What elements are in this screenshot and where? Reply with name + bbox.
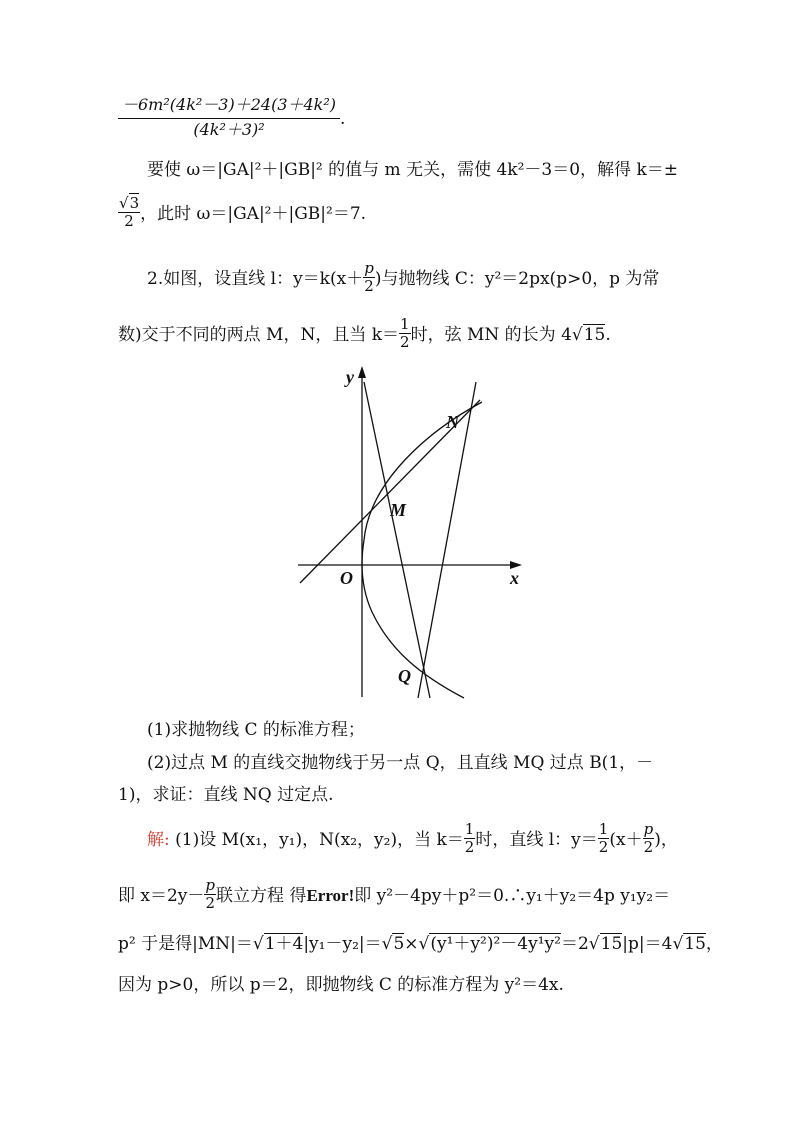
period: . bbox=[340, 109, 346, 129]
problem-line-1: 2.如图，设直线 l：y＝k(x＋ $\frac{p}{2}$ )与抛物线 C：y²＝2px(p>0，p 为常 bbox=[147, 259, 660, 295]
big-fraction-numerator: －6m²(4k²－3)＋24(3＋4k²) bbox=[118, 94, 340, 119]
part-1: (1)求抛物线 C 的标准方程； bbox=[147, 720, 365, 740]
point-n-label: N bbox=[446, 412, 459, 432]
line-mq bbox=[364, 382, 430, 698]
solution-label: 解: bbox=[147, 830, 170, 850]
sqrt3-over-2-fraction: $\frac{√3}{2}$ bbox=[119, 194, 140, 230]
solution-line-1: 解: (1)设 M(x₁，y₁)，N(x₂，y₂)，当 k＝ $\frac{1}{2}$ 时，直线 l：y＝ $\frac{1}{2}$ (x＋ $\frac{p}{2}$ )， bbox=[147, 820, 678, 856]
problem-line-2: 数)交于不同的两点 M，N，且当 k＝ $\frac{1}{2}$ 时，弦 MN 的长为 4√15. bbox=[118, 315, 611, 351]
part-2-line-1: (2)过点 M 的直线交抛物线于另一点 Q，且直线 MQ 过点 B(1，－ bbox=[147, 753, 654, 773]
intro-line-1: 要使 ω＝|GA|²＋|GB|² 的值与 m 无关，需使 4k²－3＝0，解得 k＝± bbox=[147, 160, 678, 180]
big-fraction-denominator: (4k²＋3)² bbox=[193, 120, 265, 139]
x-axis-label: x bbox=[510, 568, 519, 588]
y-axis-arrow bbox=[358, 366, 366, 378]
solution-line-4: 因为 p>0，所以 p＝2，即抛物线 C 的标准方程为 y²＝4x. bbox=[118, 975, 564, 995]
part-2-line-2: 1)，求证：直线 NQ 过定点. bbox=[118, 785, 334, 805]
y-axis-label: y bbox=[346, 367, 354, 387]
solution-line-3: p² 于是得|MN|＝√1＋4|y₁－y₂|＝√5×√(y¹＋y²)²－4y¹y²＝2√15|p|＝4√15， bbox=[118, 934, 723, 954]
problem-number: 2. bbox=[147, 269, 164, 289]
intro-line-2: $\frac{√3}{2}$ ，此时 ω＝|GA|²＋|GB|²＝7. bbox=[119, 194, 367, 230]
half-fraction: $\frac{1}{2}$ bbox=[400, 315, 410, 351]
origin-label: O bbox=[340, 568, 353, 588]
p-over-2-fraction: $\frac{p}{2}$ bbox=[364, 259, 374, 295]
error-text: Error! bbox=[306, 886, 355, 905]
solution-line-2: 即 x＝2y－ $\frac{p}{2}$ 联立方程 得Error!即 y²－4py＋p²＝0.∴y₁＋y₂＝4p y₁y₂＝ bbox=[118, 876, 671, 912]
point-m-label: M bbox=[390, 500, 407, 520]
point-q-label: Q bbox=[398, 666, 411, 686]
